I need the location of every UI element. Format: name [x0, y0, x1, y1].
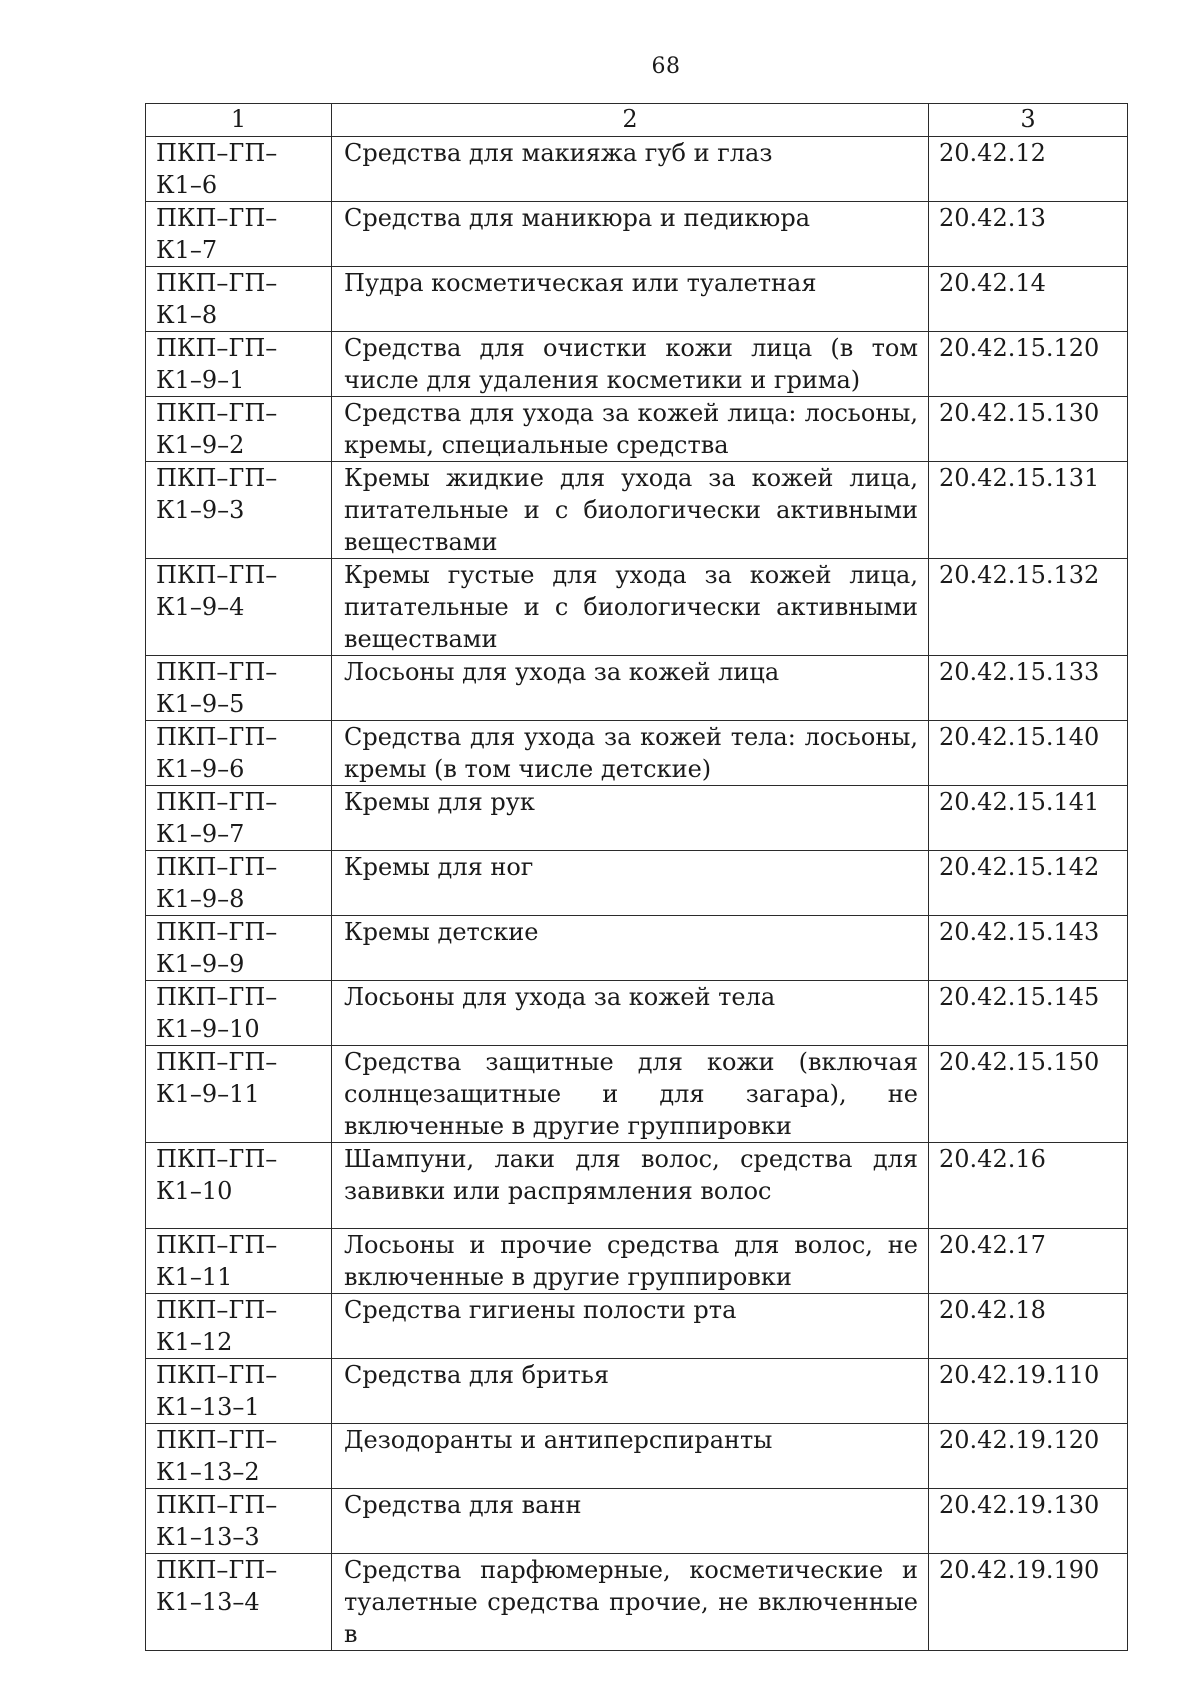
code-cell: ПКП–ГП– К1–9–11 — [146, 1046, 332, 1143]
table-row — [146, 1359, 1128, 1424]
code-cell: ПКП–ГП– К1–7 — [146, 202, 332, 267]
description-cell: Средства для ванн — [332, 1489, 929, 1554]
okpd-code-cell: 20.42.15.141 — [929, 786, 1128, 851]
okpd-code-cell: 20.42.15.142 — [929, 851, 1128, 916]
table-row — [146, 786, 1128, 851]
code-cell: ПКП–ГП– К1–9–8 — [146, 851, 332, 916]
description-cell: Дезодоранты и антиперспиранты — [332, 1424, 929, 1489]
okpd-code-cell: 20.42.14 — [929, 267, 1128, 332]
column-header-1: 1 — [146, 104, 332, 137]
okpd-code-cell: 20.42.17 — [929, 1229, 1128, 1294]
code-cell: ПКП–ГП– К1–12 — [146, 1294, 332, 1359]
description-cell: Пудра косметическая или туалетная — [332, 267, 929, 332]
okpd-code-cell: 20.42.12 — [929, 137, 1128, 202]
table-row — [146, 1424, 1128, 1489]
okpd-code-cell: 20.42.18 — [929, 1294, 1128, 1359]
table-row — [146, 332, 1128, 397]
okpd-code-cell: 20.42.15.143 — [929, 916, 1128, 981]
okpd-code-cell: 20.42.19.120 — [929, 1424, 1128, 1489]
description-cell: Средства для ухода за кожей лица: лосьоны, кремы, специальные средства — [332, 397, 929, 462]
code-cell: ПКП–ГП– К1–6 — [146, 137, 332, 202]
description-cell: Кремы жидкие для ухода за кожей лица, питательные и с биологически активными веществами — [332, 462, 929, 559]
code-cell: ПКП–ГП– К1–9–5 — [146, 656, 332, 721]
table-row — [146, 559, 1128, 656]
okpd-code-cell: 20.42.15.133 — [929, 656, 1128, 721]
code-cell: ПКП–ГП– К1–13–3 — [146, 1489, 332, 1554]
description-cell: Кремы для ног — [332, 851, 929, 916]
code-cell: ПКП–ГП– К1–10 — [146, 1143, 332, 1229]
description-cell: Средства для маникюра и педикюра — [332, 202, 929, 267]
code-cell: ПКП–ГП– К1–9–4 — [146, 559, 332, 656]
table-row — [146, 721, 1128, 786]
okpd-code-cell: 20.42.15.132 — [929, 559, 1128, 656]
description-cell: Средства для ухода за кожей тела: лосьоны, кремы (в том числе детские) — [332, 721, 929, 786]
okpd-code-cell: 20.42.15.130 — [929, 397, 1128, 462]
table-row — [146, 1554, 1128, 1651]
column-header-2: 2 — [332, 104, 929, 137]
code-cell: ПКП–ГП– К1–9–10 — [146, 981, 332, 1046]
description-cell: Кремы густые для ухода за кожей лица, питательные и с биологически активными веществами — [332, 559, 929, 656]
code-cell: ПКП–ГП– К1–9–6 — [146, 721, 332, 786]
column-header-3: 3 — [929, 104, 1128, 137]
table-header-row — [146, 104, 1128, 137]
table-row — [146, 1046, 1128, 1143]
code-cell: ПКП–ГП– К1–9–9 — [146, 916, 332, 981]
description-cell: Средства для бритья — [332, 1359, 929, 1424]
table-row — [146, 137, 1128, 202]
okpd-code-cell: 20.42.15.140 — [929, 721, 1128, 786]
table-row — [146, 397, 1128, 462]
okpd-code-cell: 20.42.13 — [929, 202, 1128, 267]
table-row — [146, 1143, 1128, 1229]
table-row — [146, 916, 1128, 981]
description-cell: Средства защитные для кожи (включая солнцезащитные и для загара), не включенные в другие группировки — [332, 1046, 929, 1143]
description-cell: Шампуни, лаки для волос, средства для завивки или распрямления волос — [332, 1143, 929, 1229]
description-cell: Средства гигиены полости рта — [332, 1294, 929, 1359]
description-cell: Кремы для рук — [332, 786, 929, 851]
description-cell: Средства для очистки кожи лица (в том числе для удаления косметики и грима) — [332, 332, 929, 397]
code-cell: ПКП–ГП– К1–9–1 — [146, 332, 332, 397]
code-cell: ПКП–ГП– К1–9–3 — [146, 462, 332, 559]
code-cell: ПКП–ГП– К1–9–2 — [146, 397, 332, 462]
table-row — [146, 202, 1128, 267]
okpd-code-cell: 20.42.16 — [929, 1143, 1128, 1229]
classification-table — [145, 103, 1128, 1651]
okpd-code-cell: 20.42.15.131 — [929, 462, 1128, 559]
okpd-code-cell: 20.42.19.110 — [929, 1359, 1128, 1424]
table-row — [146, 1489, 1128, 1554]
description-cell: Лосьоны и прочие средства для волос, не включенные в другие группировки — [332, 1229, 929, 1294]
description-cell: Средства парфюмерные, косметические и туалетные средства прочие, не включенные в — [332, 1554, 929, 1651]
description-cell: Лосьоны для ухода за кожей тела — [332, 981, 929, 1046]
description-cell: Кремы детские — [332, 916, 929, 981]
table-row — [146, 1294, 1128, 1359]
code-cell: ПКП–ГП– К1–11 — [146, 1229, 332, 1294]
okpd-code-cell: 20.42.15.145 — [929, 981, 1128, 1046]
code-cell: ПКП–ГП– К1–9–7 — [146, 786, 332, 851]
okpd-code-cell: 20.42.19.130 — [929, 1489, 1128, 1554]
description-cell: Средства для макияжа губ и глаз — [332, 137, 929, 202]
table-body — [146, 104, 1128, 1651]
table-row — [146, 267, 1128, 332]
description-cell: Лосьоны для ухода за кожей лица — [332, 656, 929, 721]
okpd-code-cell: 20.42.15.150 — [929, 1046, 1128, 1143]
code-cell: ПКП–ГП– К1–13–2 — [146, 1424, 332, 1489]
okpd-code-cell: 20.42.15.120 — [929, 332, 1128, 397]
table-row — [146, 851, 1128, 916]
table-row — [146, 1229, 1128, 1294]
table-row — [146, 981, 1128, 1046]
table-row — [146, 462, 1128, 559]
code-cell: ПКП–ГП– К1–8 — [146, 267, 332, 332]
page-number: 68 — [651, 54, 681, 79]
okpd-code-cell: 20.42.19.190 — [929, 1554, 1128, 1651]
code-cell: ПКП–ГП– К1–13–4 — [146, 1554, 332, 1651]
code-cell: ПКП–ГП– К1–13–1 — [146, 1359, 332, 1424]
table-row — [146, 656, 1128, 721]
